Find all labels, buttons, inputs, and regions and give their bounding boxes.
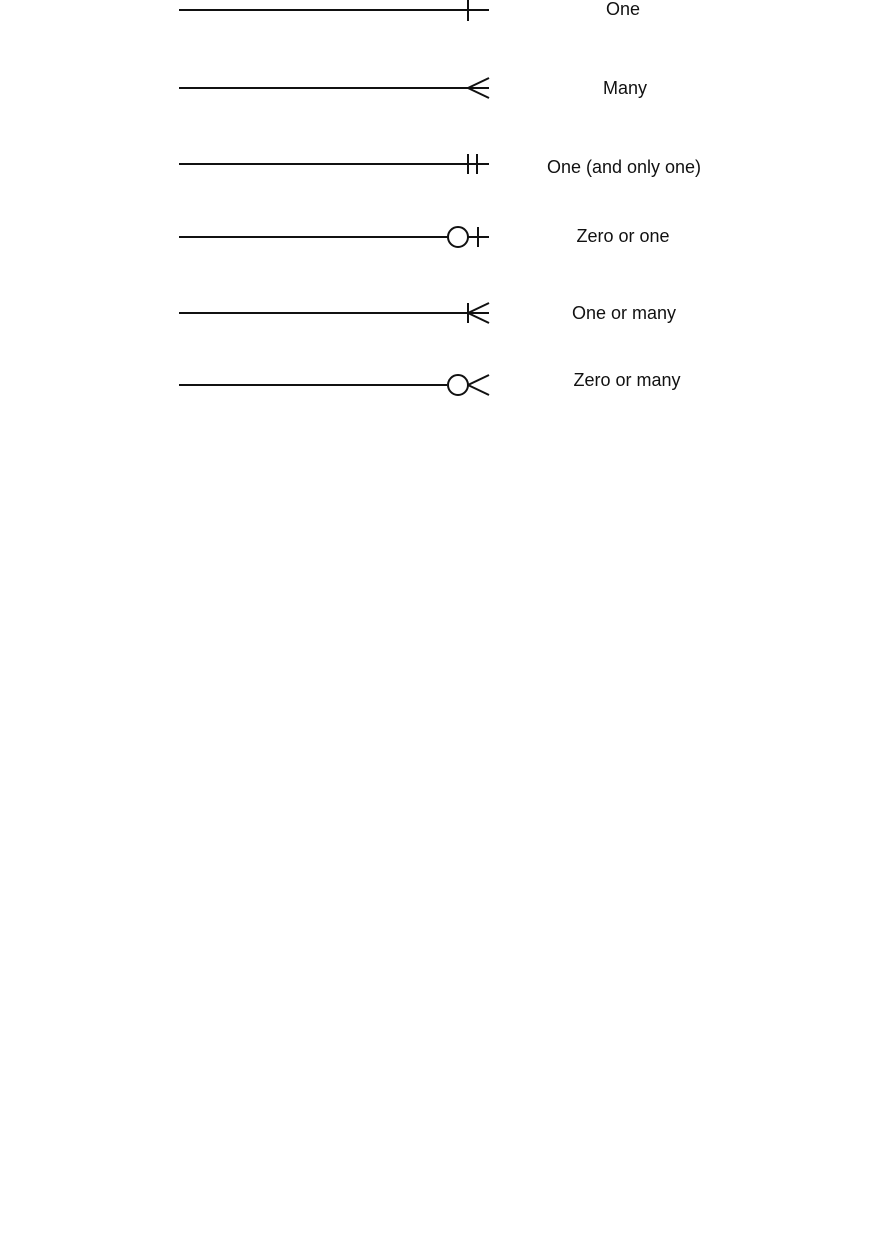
notation-label-one-and-only-one: One (and only one): [546, 157, 702, 177]
notation-label-one-or-many: One or many: [571, 303, 677, 323]
notation-row-one-or-many: [179, 303, 676, 323]
notation-row-zero-or-many: [179, 370, 681, 395]
notation-label-one: One: [605, 0, 641, 19]
notation-label-zero-or-one: Zero or one: [576, 226, 670, 246]
zero-or-many-icon: [448, 375, 489, 395]
notation-label-many: Many: [602, 78, 648, 98]
notation-label-zero-or-many: Zero or many: [573, 370, 681, 390]
notation-row-many: [179, 78, 647, 98]
notation-row-zero-or-one: [179, 226, 670, 247]
notation-row-one: [179, 0, 640, 21]
notation-row-one-and-only-one: [179, 154, 701, 177]
